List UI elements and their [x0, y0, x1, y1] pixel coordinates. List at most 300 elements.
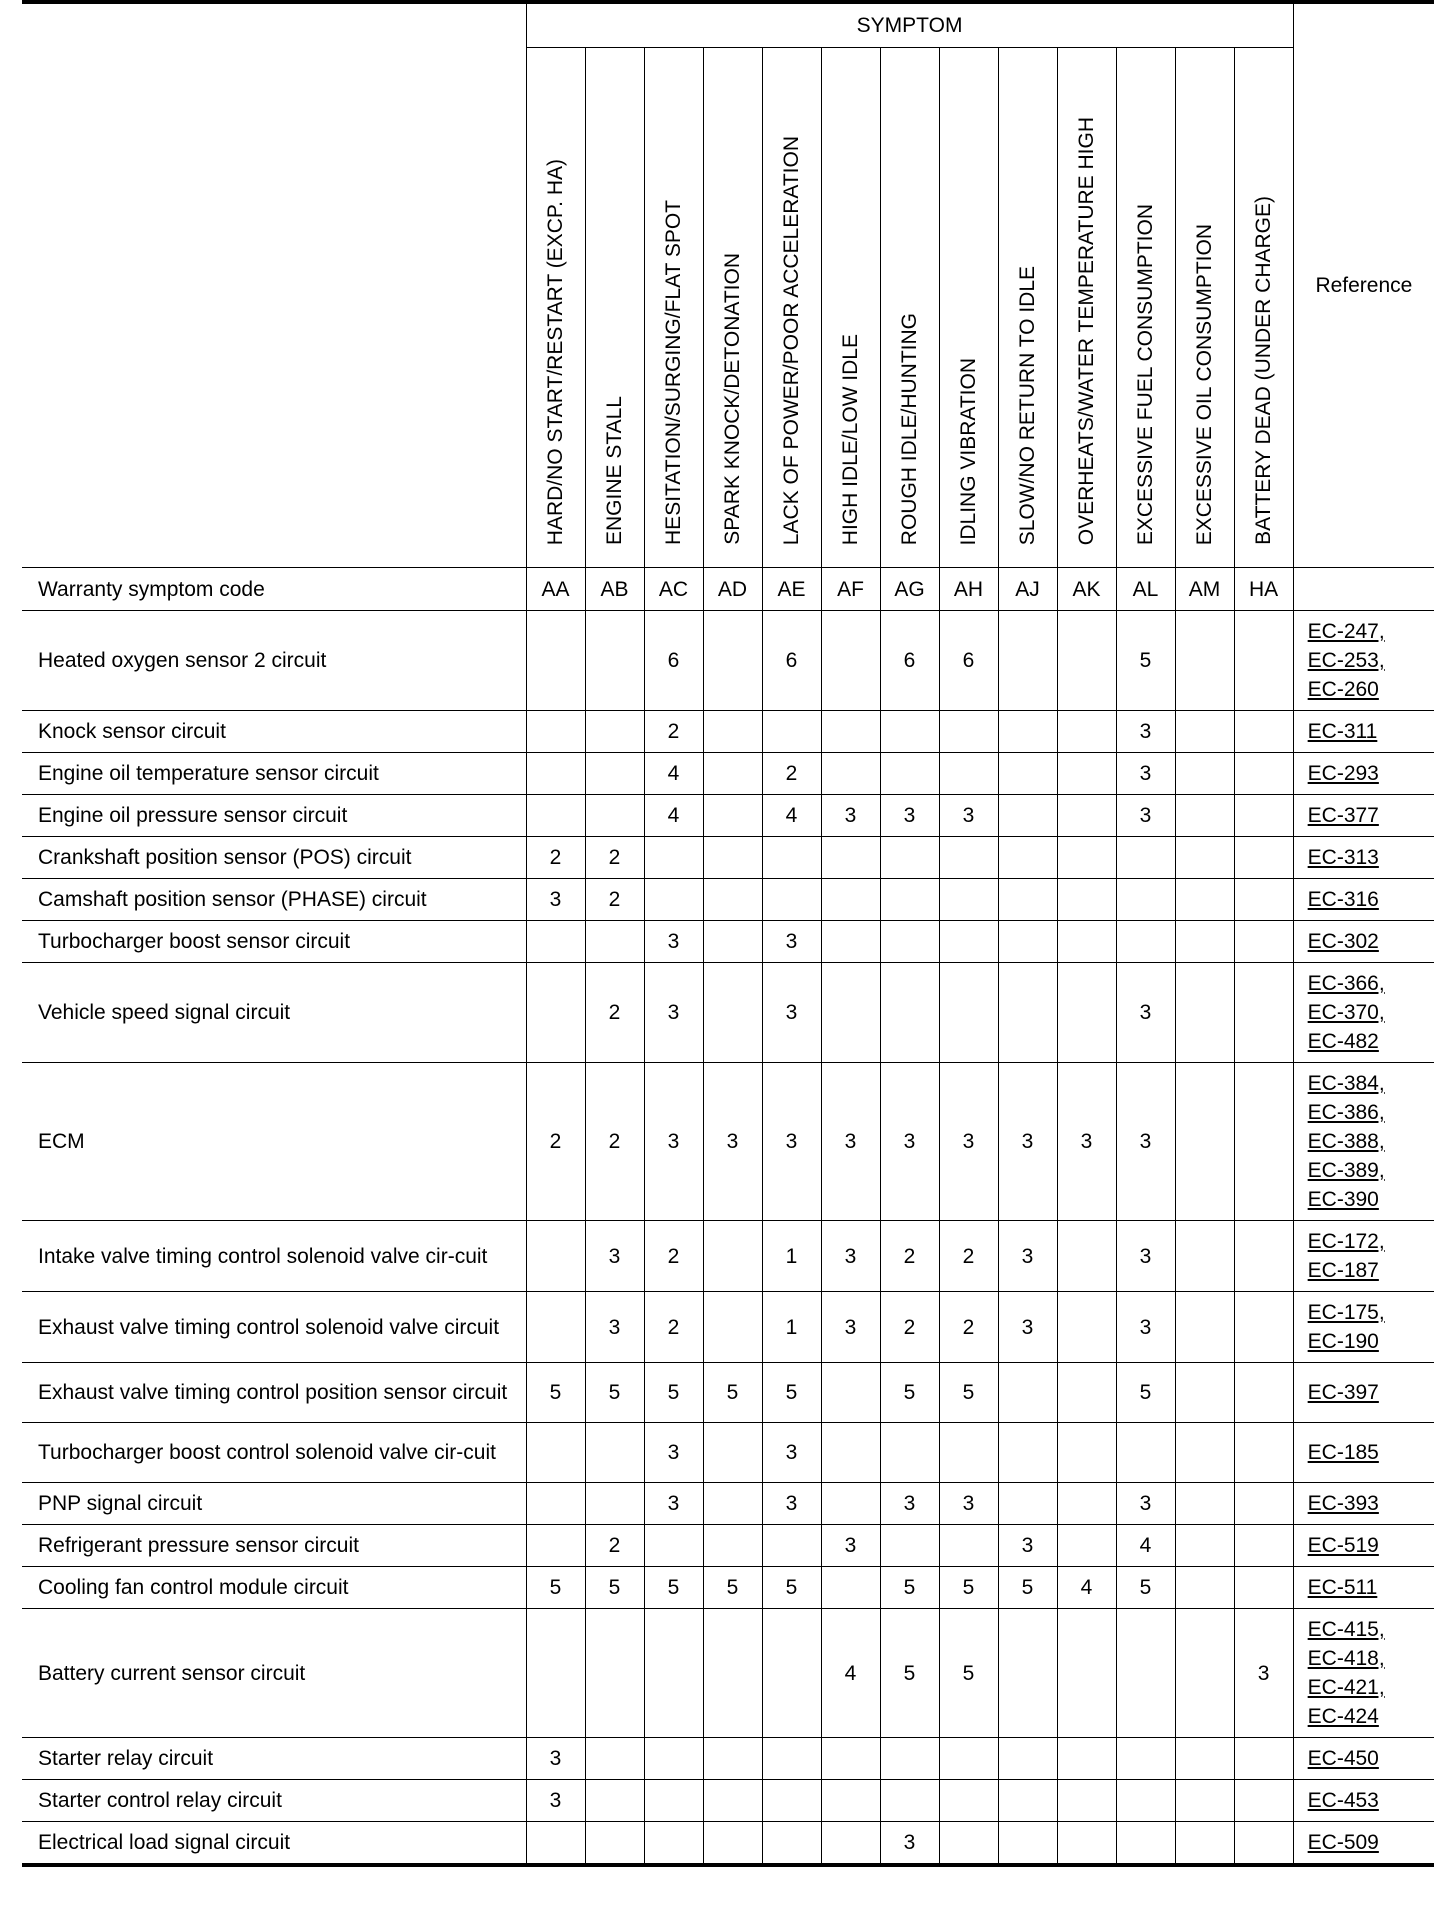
- priority-cell: [1234, 753, 1293, 795]
- priority-cell: [821, 1483, 880, 1525]
- reference-cell: [1293, 1292, 1434, 1363]
- component-name: ECM: [22, 1063, 526, 1221]
- priority-cell: [1116, 1822, 1175, 1866]
- priority-cell: [703, 837, 762, 879]
- reference-link[interactable]: EC-172,: [1307, 1230, 1385, 1253]
- warranty-code-cell: HA: [1234, 568, 1293, 611]
- reference-cell: [1293, 1609, 1434, 1738]
- reference-link[interactable]: EC-247,: [1307, 620, 1385, 643]
- priority-cell: [762, 1822, 821, 1866]
- priority-cell: [1234, 1363, 1293, 1423]
- priority-cell: 5: [939, 1609, 998, 1738]
- priority-cell: [1175, 1822, 1234, 1866]
- reference-cell: [1293, 1363, 1434, 1423]
- priority-cell: [762, 879, 821, 921]
- priority-cell: [821, 879, 880, 921]
- priority-cell: [939, 837, 998, 879]
- priority-cell: [1175, 1292, 1234, 1363]
- table-row: [22, 963, 1434, 1063]
- priority-cell: [1234, 1525, 1293, 1567]
- priority-cell: [585, 1780, 644, 1822]
- priority-cell: [585, 1609, 644, 1738]
- priority-cell: [762, 711, 821, 753]
- priority-cell: 3: [526, 879, 585, 921]
- priority-cell: [1175, 837, 1234, 879]
- reference-link[interactable]: EC-390: [1307, 1188, 1379, 1211]
- priority-cell: [703, 1525, 762, 1567]
- priority-cell: [1175, 1525, 1234, 1567]
- symptom-column-header: [1116, 48, 1175, 568]
- priority-cell: [821, 1822, 880, 1866]
- priority-cell: 5: [703, 1363, 762, 1423]
- priority-cell: 4: [644, 753, 703, 795]
- reference-header: Reference: [1293, 2, 1434, 568]
- reference-link[interactable]: EC-421,: [1307, 1676, 1385, 1699]
- priority-cell: [939, 753, 998, 795]
- priority-cell: [1116, 921, 1175, 963]
- symptom-column-header: [821, 48, 880, 568]
- reference-link[interactable]: EC-187: [1307, 1259, 1379, 1282]
- priority-cell: [998, 1738, 1057, 1780]
- priority-cell: [585, 1738, 644, 1780]
- symptom-column-label: OVERHEATS/WATER TEMPERATURE HIGH: [1075, 116, 1098, 545]
- reference-link[interactable]: EC-389,: [1307, 1159, 1385, 1182]
- reference-link[interactable]: EC-393: [1307, 1492, 1379, 1515]
- priority-cell: [939, 1423, 998, 1483]
- priority-cell: [998, 1609, 1057, 1738]
- reference-link[interactable]: EC-511: [1307, 1576, 1378, 1599]
- table-header: [22, 2, 1434, 611]
- priority-cell: [998, 1822, 1057, 1866]
- priority-cell: [939, 711, 998, 753]
- priority-cell: [526, 1483, 585, 1525]
- priority-cell: 3: [1116, 795, 1175, 837]
- priority-cell: 3: [880, 1483, 939, 1525]
- priority-cell: [703, 1483, 762, 1525]
- reference-link[interactable]: EC-175,: [1307, 1301, 1385, 1324]
- priority-cell: 2: [939, 1221, 998, 1292]
- priority-cell: [880, 711, 939, 753]
- reference-link[interactable]: EC-293: [1307, 762, 1379, 785]
- table-row: [22, 1609, 1434, 1738]
- component-name: Camshaft position sensor (PHASE) circuit: [22, 879, 526, 921]
- priority-cell: [880, 753, 939, 795]
- priority-cell: 5: [939, 1567, 998, 1609]
- priority-cell: [1234, 1822, 1293, 1866]
- priority-cell: 2: [644, 1292, 703, 1363]
- priority-cell: 3: [762, 1063, 821, 1221]
- table-row: [22, 611, 1434, 711]
- priority-cell: [526, 1423, 585, 1483]
- priority-cell: [821, 611, 880, 711]
- priority-cell: 5: [762, 1567, 821, 1609]
- priority-cell: [703, 1423, 762, 1483]
- reference-link[interactable]: EC-450: [1307, 1747, 1379, 1770]
- priority-cell: [1234, 611, 1293, 711]
- priority-cell: 3: [526, 1738, 585, 1780]
- reference-link[interactable]: EC-185: [1307, 1441, 1379, 1464]
- table-row: [22, 1567, 1434, 1609]
- priority-cell: 4: [1116, 1525, 1175, 1567]
- priority-cell: 3: [526, 1780, 585, 1822]
- priority-cell: [1175, 879, 1234, 921]
- priority-cell: 2: [585, 1525, 644, 1567]
- priority-cell: [1175, 963, 1234, 1063]
- priority-cell: [1234, 963, 1293, 1063]
- symptom-column-header: [939, 48, 998, 568]
- priority-cell: 3: [644, 1063, 703, 1221]
- reference-link[interactable]: EC-388,: [1307, 1130, 1385, 1153]
- priority-cell: [585, 1822, 644, 1866]
- symptom-column-header: [585, 48, 644, 568]
- priority-cell: [1234, 879, 1293, 921]
- component-name: Exhaust valve timing control solenoid valve circuit: [22, 1292, 526, 1363]
- priority-cell: [1175, 1738, 1234, 1780]
- priority-cell: [526, 1822, 585, 1866]
- priority-cell: [644, 1609, 703, 1738]
- reference-link[interactable]: EC-377: [1307, 804, 1379, 827]
- priority-cell: [703, 1780, 762, 1822]
- warranty-code-cell: AM: [1175, 568, 1234, 611]
- priority-cell: 2: [585, 837, 644, 879]
- reference-link[interactable]: EC-366,: [1307, 972, 1385, 995]
- reference-link[interactable]: EC-453: [1307, 1789, 1379, 1812]
- reference-link[interactable]: EC-519: [1307, 1534, 1379, 1557]
- priority-cell: 5: [1116, 611, 1175, 711]
- reference-link[interactable]: EC-424: [1307, 1705, 1379, 1728]
- priority-cell: [1057, 1738, 1116, 1780]
- priority-cell: [821, 711, 880, 753]
- table-row: [22, 795, 1434, 837]
- priority-cell: [644, 1780, 703, 1822]
- symptom-column-label: LACK OF POWER/POOR ACCELERATION: [780, 135, 803, 545]
- priority-cell: 5: [939, 1363, 998, 1423]
- reference-link[interactable]: EC-316: [1307, 888, 1379, 911]
- component-name: PNP signal circuit: [22, 1483, 526, 1525]
- priority-cell: 3: [998, 1063, 1057, 1221]
- priority-cell: 5: [1116, 1363, 1175, 1423]
- priority-cell: 1: [762, 1292, 821, 1363]
- priority-cell: [585, 753, 644, 795]
- priority-cell: [526, 963, 585, 1063]
- priority-cell: [1234, 795, 1293, 837]
- priority-cell: 5: [703, 1567, 762, 1609]
- table-row: [22, 1221, 1434, 1292]
- priority-cell: 3: [762, 1423, 821, 1483]
- priority-cell: 3: [880, 1822, 939, 1866]
- priority-cell: 3: [1057, 1063, 1116, 1221]
- warranty-code-row: [22, 568, 1434, 611]
- priority-cell: [1057, 921, 1116, 963]
- priority-cell: 3: [1116, 963, 1175, 1063]
- table-row: [22, 921, 1434, 963]
- priority-cell: 3: [644, 963, 703, 1063]
- warranty-code-cell: AA: [526, 568, 585, 611]
- priority-cell: [998, 1363, 1057, 1423]
- symptom-column-label: ENGINE STALL: [603, 396, 626, 545]
- warranty-code-cell: AK: [1057, 568, 1116, 611]
- priority-cell: [939, 1525, 998, 1567]
- priority-cell: [998, 611, 1057, 711]
- component-name: Cooling fan control module circuit: [22, 1567, 526, 1609]
- priority-cell: [585, 611, 644, 711]
- reference-cell: [1293, 1822, 1434, 1866]
- warranty-code-blank: [1293, 568, 1434, 611]
- warranty-code-cell: AE: [762, 568, 821, 611]
- priority-cell: [703, 1221, 762, 1292]
- reference-cell: [1293, 1483, 1434, 1525]
- priority-cell: [1175, 1609, 1234, 1738]
- table-row: [22, 753, 1434, 795]
- priority-cell: [1234, 921, 1293, 963]
- priority-cell: 5: [1116, 1567, 1175, 1609]
- priority-cell: [821, 753, 880, 795]
- priority-cell: [1057, 1822, 1116, 1866]
- priority-cell: [998, 1483, 1057, 1525]
- priority-cell: 2: [526, 837, 585, 879]
- warranty-code-cell: AL: [1116, 568, 1175, 611]
- symptom-column-label: IDLING VIBRATION: [957, 357, 980, 545]
- priority-cell: [1057, 1423, 1116, 1483]
- priority-cell: 4: [821, 1609, 880, 1738]
- symptom-table: [22, 0, 1434, 1867]
- reference-link[interactable]: EC-370,: [1307, 1001, 1385, 1024]
- reference-link[interactable]: EC-397: [1307, 1381, 1379, 1404]
- priority-cell: [1175, 921, 1234, 963]
- priority-cell: 3: [644, 921, 703, 963]
- reference-link[interactable]: EC-386,: [1307, 1101, 1385, 1124]
- priority-cell: [1057, 963, 1116, 1063]
- component-name: Turbocharger boost sensor circuit: [22, 921, 526, 963]
- reference-cell: [1293, 795, 1434, 837]
- symptom-column-header: [1234, 48, 1293, 568]
- priority-cell: [1234, 1483, 1293, 1525]
- priority-cell: 4: [1057, 1567, 1116, 1609]
- priority-cell: 3: [821, 1292, 880, 1363]
- component-name: Electrical load signal circuit: [22, 1822, 526, 1866]
- table-row: [22, 711, 1434, 753]
- priority-cell: 3: [880, 1063, 939, 1221]
- priority-cell: 3: [1116, 1483, 1175, 1525]
- table-row: [22, 1780, 1434, 1822]
- table-row: [22, 1738, 1434, 1780]
- priority-cell: [585, 1483, 644, 1525]
- warranty-code-cell: AG: [880, 568, 939, 611]
- component-name: Engine oil temperature sensor circuit: [22, 753, 526, 795]
- priority-cell: 2: [644, 711, 703, 753]
- warranty-code-cell: AF: [821, 568, 880, 611]
- symptom-column-header: [762, 48, 821, 568]
- warranty-code-cell: AC: [644, 568, 703, 611]
- priority-cell: [998, 795, 1057, 837]
- component-name: Intake valve timing control solenoid valve cir-cuit: [22, 1221, 526, 1292]
- symptom-column-header: [526, 48, 585, 568]
- warranty-code-cell: AD: [703, 568, 762, 611]
- table-row: [22, 1822, 1434, 1866]
- priority-cell: 3: [821, 1525, 880, 1567]
- table-row: [22, 879, 1434, 921]
- priority-cell: [1175, 1567, 1234, 1609]
- priority-cell: [703, 611, 762, 711]
- priority-cell: [1234, 1221, 1293, 1292]
- priority-cell: 2: [585, 879, 644, 921]
- reference-link[interactable]: EC-260: [1307, 678, 1379, 701]
- priority-cell: [939, 1780, 998, 1822]
- priority-cell: [526, 611, 585, 711]
- priority-cell: [1057, 753, 1116, 795]
- reference-link[interactable]: EC-190: [1307, 1330, 1379, 1353]
- priority-cell: 2: [526, 1063, 585, 1221]
- priority-cell: [1175, 795, 1234, 837]
- priority-cell: [998, 753, 1057, 795]
- reference-link[interactable]: EC-313: [1307, 846, 1379, 869]
- priority-cell: [703, 963, 762, 1063]
- reference-link[interactable]: EC-384,: [1307, 1072, 1385, 1095]
- component-name: Turbocharger boost control solenoid valve cir-cuit: [22, 1423, 526, 1483]
- priority-cell: [703, 1738, 762, 1780]
- priority-cell: 3: [880, 795, 939, 837]
- reference-cell: [1293, 921, 1434, 963]
- priority-cell: 3: [762, 1483, 821, 1525]
- table-row: [22, 1525, 1434, 1567]
- symptom-column-header: [998, 48, 1057, 568]
- priority-cell: 2: [880, 1292, 939, 1363]
- component-name: Knock sensor circuit: [22, 711, 526, 753]
- priority-cell: 5: [585, 1363, 644, 1423]
- reference-link[interactable]: EC-311: [1307, 720, 1378, 743]
- component-name: Engine oil pressure sensor circuit: [22, 795, 526, 837]
- priority-cell: [821, 1567, 880, 1609]
- priority-cell: [703, 1292, 762, 1363]
- header-blank-cell: [22, 2, 526, 568]
- priority-cell: [821, 921, 880, 963]
- table-row: [22, 1363, 1434, 1423]
- symptom-column-label: BATTERY DEAD (UNDER CHARGE): [1252, 196, 1276, 545]
- priority-cell: [821, 1780, 880, 1822]
- priority-cell: [821, 1738, 880, 1780]
- reference-cell: [1293, 1567, 1434, 1609]
- priority-cell: 2: [585, 963, 644, 1063]
- priority-cell: 3: [762, 963, 821, 1063]
- priority-cell: [703, 879, 762, 921]
- priority-cell: [526, 921, 585, 963]
- priority-cell: 2: [939, 1292, 998, 1363]
- priority-cell: 3: [939, 1063, 998, 1221]
- priority-cell: [762, 837, 821, 879]
- priority-cell: 2: [644, 1221, 703, 1292]
- priority-cell: [585, 921, 644, 963]
- reference-cell: [1293, 1738, 1434, 1780]
- reference-link[interactable]: EC-415,: [1307, 1618, 1385, 1641]
- symptom-column-label: HARD/NO START/RESTART (EXCP. HA): [544, 158, 567, 545]
- priority-cell: 3: [821, 795, 880, 837]
- reference-cell: [1293, 611, 1434, 711]
- priority-cell: [880, 1423, 939, 1483]
- priority-cell: [880, 1780, 939, 1822]
- symptom-column-header: [880, 48, 939, 568]
- symptom-group-header: SYMPTOM: [526, 2, 1293, 48]
- reference-link[interactable]: EC-482: [1307, 1030, 1379, 1053]
- symptom-column-label: SPARK KNOCK/DETONATION: [721, 253, 744, 545]
- priority-cell: 3: [1116, 1292, 1175, 1363]
- priority-cell: 3: [1234, 1609, 1293, 1738]
- priority-cell: [1175, 611, 1234, 711]
- priority-cell: [1057, 1780, 1116, 1822]
- reference-link[interactable]: EC-418,: [1307, 1647, 1385, 1670]
- priority-cell: 3: [939, 795, 998, 837]
- reference-cell: [1293, 1525, 1434, 1567]
- priority-cell: [703, 711, 762, 753]
- symptom-column-label: SLOW/NO RETURN TO IDLE: [1016, 265, 1039, 545]
- priority-cell: [585, 795, 644, 837]
- reference-cell: [1293, 1063, 1434, 1221]
- priority-cell: [998, 921, 1057, 963]
- priority-cell: [1175, 753, 1234, 795]
- priority-cell: [526, 1292, 585, 1363]
- priority-cell: [1234, 1738, 1293, 1780]
- priority-cell: [644, 1738, 703, 1780]
- priority-cell: 3: [998, 1525, 1057, 1567]
- priority-cell: [1057, 795, 1116, 837]
- priority-cell: 3: [703, 1063, 762, 1221]
- priority-cell: 3: [998, 1221, 1057, 1292]
- priority-cell: [1116, 837, 1175, 879]
- priority-cell: [1234, 1780, 1293, 1822]
- priority-cell: [644, 1525, 703, 1567]
- component-name: Starter relay circuit: [22, 1738, 526, 1780]
- priority-cell: 4: [762, 795, 821, 837]
- priority-cell: 3: [998, 1292, 1057, 1363]
- priority-cell: [1234, 711, 1293, 753]
- priority-cell: [1234, 1423, 1293, 1483]
- table-row: [22, 1292, 1434, 1363]
- symptom-column-label: HIGH IDLE/LOW IDLE: [839, 333, 862, 545]
- symptom-column-label: EXCESSIVE OIL CONSUMPTION: [1193, 223, 1216, 545]
- priority-cell: [1234, 837, 1293, 879]
- component-name: Vehicle speed signal circuit: [22, 963, 526, 1063]
- priority-cell: 3: [1116, 1221, 1175, 1292]
- priority-cell: [762, 1738, 821, 1780]
- reference-link[interactable]: EC-302: [1307, 930, 1379, 953]
- warranty-code-cell: AB: [585, 568, 644, 611]
- priority-cell: [880, 1738, 939, 1780]
- priority-cell: [1057, 1609, 1116, 1738]
- priority-cell: [1175, 1221, 1234, 1292]
- priority-cell: [1175, 1483, 1234, 1525]
- priority-cell: [998, 963, 1057, 1063]
- priority-cell: [939, 963, 998, 1063]
- component-name: Battery current sensor circuit: [22, 1609, 526, 1738]
- priority-cell: 2: [585, 1063, 644, 1221]
- priority-cell: 6: [880, 611, 939, 711]
- reference-link[interactable]: EC-509: [1307, 1831, 1379, 1854]
- reference-cell: [1293, 1423, 1434, 1483]
- priority-cell: 3: [585, 1221, 644, 1292]
- priority-cell: [703, 1609, 762, 1738]
- priority-cell: [939, 879, 998, 921]
- component-name: Exhaust valve timing control position sensor circuit: [22, 1363, 526, 1423]
- priority-cell: 1: [762, 1221, 821, 1292]
- reference-link[interactable]: EC-253,: [1307, 649, 1385, 672]
- priority-cell: [1116, 1423, 1175, 1483]
- priority-cell: [1057, 1363, 1116, 1423]
- reference-cell: [1293, 753, 1434, 795]
- table-row: [22, 837, 1434, 879]
- priority-cell: [1057, 1483, 1116, 1525]
- priority-cell: 3: [762, 921, 821, 963]
- priority-cell: [1175, 711, 1234, 753]
- priority-cell: 5: [880, 1363, 939, 1423]
